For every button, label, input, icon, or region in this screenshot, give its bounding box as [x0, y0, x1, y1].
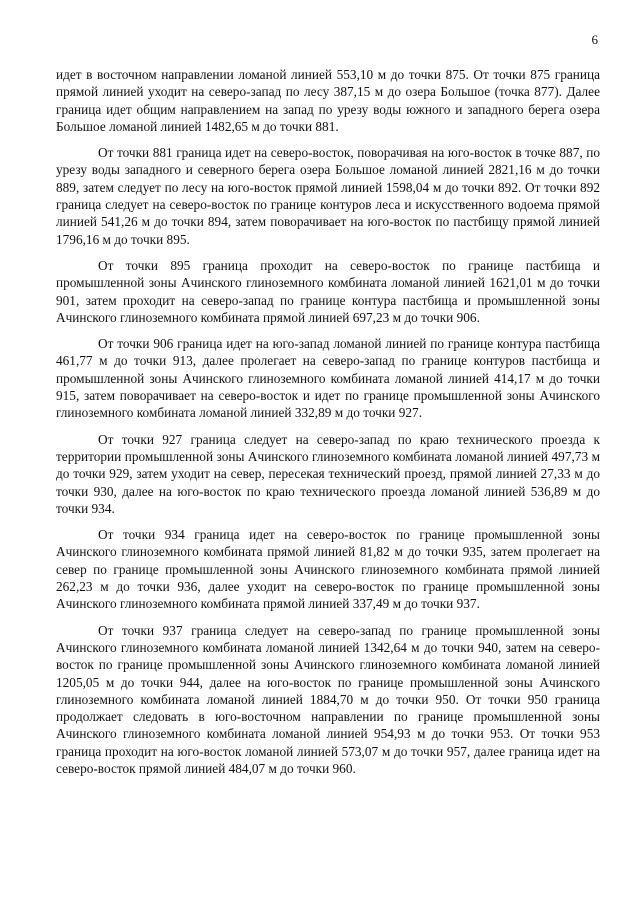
- paragraph: От точки 927 граница следует на северо-запад по краю технического проезда к территории промышленной зоны Ачинского глиноземного комбината ломаной линией 497,73 м до точки 929, затем уходит на север, пересекая технический проезд, прямой линией 27,33 м до точки 930, далее на юго-восток по краю технического проезда ломаной линией 536,89 м до точки 934.: [56, 431, 600, 516]
- document-body: [56, 66, 600, 786]
- paragraph: идет в восточном направлении ломаной линией 553,10 м до точки 875. От точки 875 граница прямой линией уходит на северо-запад по лесу 387,15 м до озера Большое (точка 877). Далее граница идет общим направлением на запад по урезу воды южного и западного берега озера Большое ломаной линией 1482,65 м до точки 881.: [56, 67, 600, 134]
- paragraph: От точки 881 граница идет на северо-восток, поворачивая на юго-восток в точке 887, по урезу воды западного и северного берега озера Большое ломаной линией 2821,16 м до точки 889, затем следует по лесу на юго-восток прямой линией 1598,04 м до точки 892. От точки 892 граница следует на северо-восток по границе контуров леса и искусственного водоема прямой линией 541,26 м до точки 894, затем поворачивает на юго-восток по пастбищу прямой линией 1796,16 м до точки 895.: [56, 145, 600, 247]
- page-number: 6: [591, 32, 598, 47]
- paragraph: От точки 934 граница идет на северо-восток по границе промышленной зоны Ачинского глиноземного комбината прямой линией 81,82 м до точки 935, затем пролегает на север по границе промышленной зоны Ачинского глиноземного комбината прямой линией 262,23 м до точки 936, далее уходит на северо-восток по границе промышленной зоны Ачинского глиноземного комбината прямой линией 337,49 м до точки 937.: [56, 527, 600, 612]
- paragraph: От точки 895 граница проходит на северо-восток по границе пастбища и промышленной зоны Ачинского глиноземного комбината ломаной линией 1621,01 м до точки 901, затем проходит на северо-запад по границе контура пастбища и промышленной зоны Ачинского глиноземного комбината прямой линией 697,23 м до точки 906.: [56, 257, 600, 325]
- paragraph: От точки 906 граница идет на юго-запад ломаной линией по границе контура пастбища 461,77 м до точки 913, далее пролегает на северо-запад по границе контуров пастбища и промышленной зоны Ачинского глиноземного комбината ломаной линией 414,17 м до точки 915, затем поворачивает на северо-восток и идет по границе промышленной зоны Ачинского глиноземного комбината ломаной линией 332,89 м до точки 927.: [56, 336, 600, 421]
- paragraph: От точки 937 граница следует на северо-запад по границе промышленной зоны Ачинского глиноземного комбината ломаной линией 1342,64 м до точки 940, затем на северо-восток по границе промышленной зоны Ачинского глиноземного комбината ломаной линией 1205,05 м до точки 944, далее на юго-восток по границе промышленной зоны Ачинского глиноземного комбината ломаной линией 1884,70 м до точки 950. От точки 950 граница продолжает следовать в юго-восточном направлении по границе промышленной зоны Ачинского глиноземного комбината ломаной линией 954,93 м до точки 953. От точки 953 граница проходит на юго-восток ломаной линией 573,07 м до точки 957, далее граница идет на северо-восток прямой линией 484,07 м до точки 960.: [56, 622, 600, 776]
